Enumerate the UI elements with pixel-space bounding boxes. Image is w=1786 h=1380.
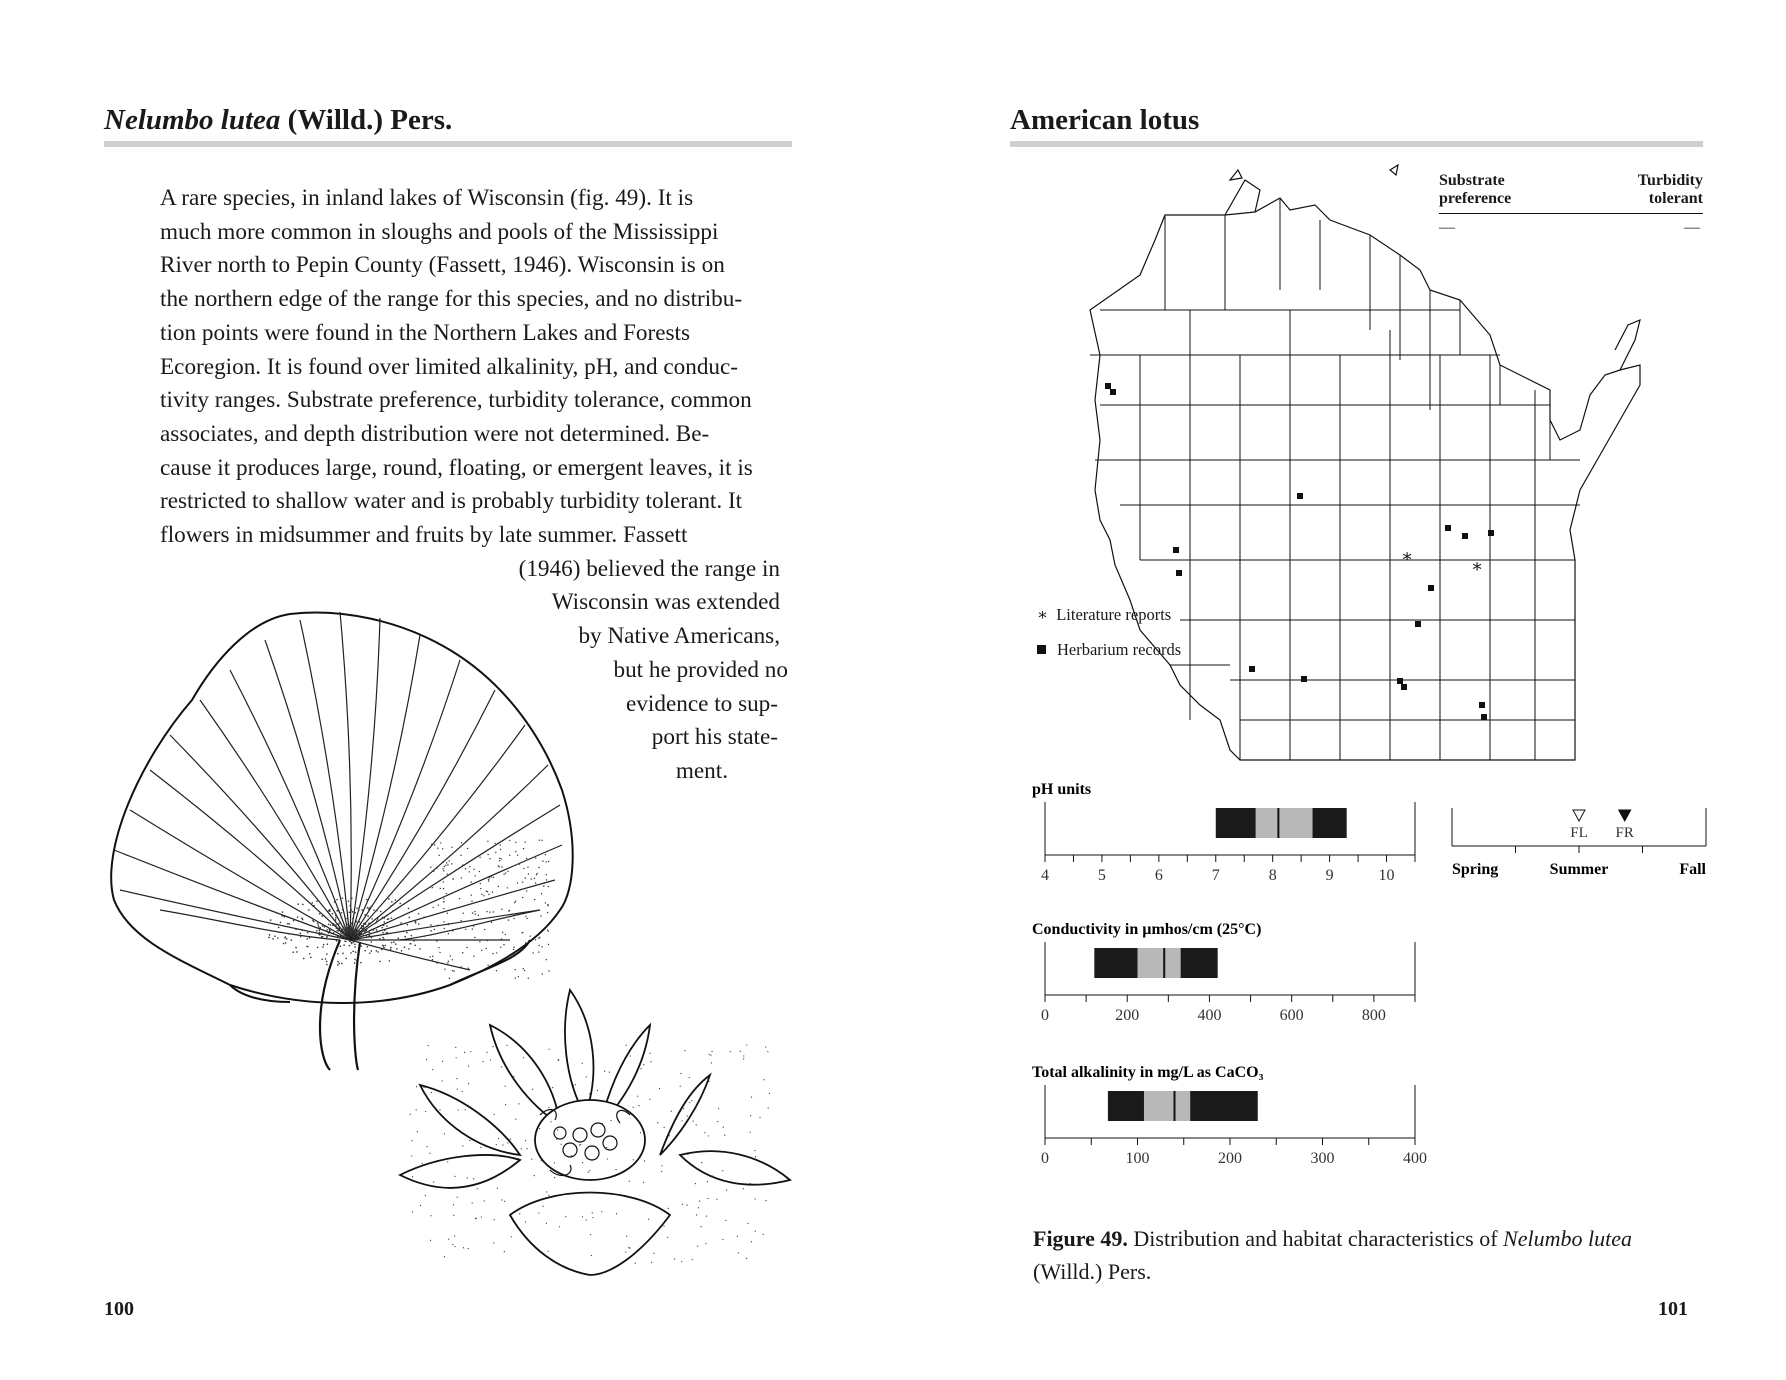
tick-label: 10 (1378, 867, 1395, 884)
turbidity-value: — (1684, 219, 1700, 236)
herbarium-point (1462, 533, 1468, 539)
right-title-rule (1010, 141, 1703, 147)
literature-point: ∗ (1401, 546, 1414, 566)
left-page-title (104, 104, 452, 137)
chart-title: Total alkalinity in mg/L as CaCO₃ (1032, 1064, 1264, 1081)
fruiting-triangle-icon (1619, 810, 1631, 821)
species-author: (Willd.) Pers. (280, 104, 453, 136)
door-peninsula (1615, 320, 1640, 370)
literature-point: ∗ (1471, 556, 1484, 576)
phenology-event-label: FL (1570, 825, 1588, 841)
tick-label: 200 (1115, 1007, 1140, 1024)
herbarium-point (1479, 702, 1485, 708)
herbarium-point (1415, 621, 1421, 627)
paragraph-line: port his state- (651, 724, 778, 751)
chart-title: Conductivity in µmhos/cm (25°C) (1032, 921, 1262, 938)
tick-label: 7 (1211, 867, 1220, 884)
left-page-number: 100 (104, 1298, 134, 1320)
paragraph-line: cause it produces large, round, floating, or emergent leaves, it is (160, 454, 753, 481)
turbidity-label: Turbidity tolerant (1637, 172, 1703, 207)
tick-label: 600 (1279, 1007, 1304, 1024)
herbarium-point (1301, 676, 1307, 682)
herbarium-point (1488, 530, 1494, 536)
paragraph-line: but he provided no (613, 656, 788, 683)
herbarium-point (1249, 666, 1255, 672)
lotus-flower-illustration (380, 985, 800, 1285)
paragraph-line: River north to Pepin County (Fassett, 1946). Wisconsin is on (160, 252, 725, 279)
tick-label: 800 (1361, 1007, 1386, 1024)
herbarium-point (1110, 389, 1116, 395)
tick-label: 5 (1097, 867, 1106, 884)
state-outline (1090, 198, 1640, 760)
phenology-event-label: FR (1615, 825, 1634, 841)
herbarium-point (1105, 383, 1111, 389)
alkalinity-chart (1030, 1063, 1427, 1173)
tick-label: 0 (1041, 1150, 1049, 1167)
paragraph-line: Wisconsin was extended (551, 589, 780, 616)
paragraph-line: tivity ranges. Substrate preference, turbidity tolerance, common (160, 387, 752, 414)
paragraph-line: ment. (675, 757, 728, 784)
range-bar-interquartile (1144, 1091, 1190, 1121)
paragraph-line: evidence to sup- (626, 690, 778, 717)
paragraph-line: flowers in midsummer and fruits by late summer. Fassett (160, 522, 688, 548)
figure-caption: Figure 49. Distribution and habitat characteristics of Nelumbo lutea (Willd.) Pers. (1033, 1226, 1632, 1284)
herbarium-point (1445, 525, 1451, 531)
paragraph-line: Ecoregion. It is found over limited alkalinity, pH, and conduc- (160, 353, 739, 380)
wisconsin-county-map (1080, 160, 1660, 765)
paragraph-line: restricted to shallow water and is probably turbidity tolerant. It (160, 488, 743, 515)
substrate-value: — (1439, 219, 1455, 236)
asterisk-icon: ∗ (1037, 605, 1049, 624)
phenology-chart (1450, 800, 1708, 880)
paragraph-line: A rare species, in inland lakes of Wisconsin (fig. 49). It is (160, 185, 694, 211)
tick-label: 8 (1268, 867, 1277, 884)
paragraph-line: by Native Americans, (578, 623, 780, 650)
tick-label: 400 (1197, 1007, 1222, 1024)
paragraph-line: the northern edge of the range for this species, and no distribu- (160, 286, 743, 313)
right-page-number: 101 (1658, 1298, 1688, 1320)
tick-label: 4 (1041, 867, 1049, 884)
herbarium-point (1428, 585, 1434, 591)
ph-chart (1030, 780, 1420, 890)
season-label: Fall (1679, 861, 1706, 878)
herbarium-point (1173, 547, 1179, 553)
season-label: Spring (1452, 861, 1499, 878)
tick-label: 100 (1125, 1150, 1150, 1167)
tick-label: 200 (1218, 1150, 1242, 1167)
paragraph-line: (1946) believed the range in (518, 555, 780, 582)
species-name: Nelumbo lutea (104, 104, 281, 136)
paragraph-line: associates, and depth distribution were not determined. Be- (160, 420, 710, 447)
chart-title: pH units (1032, 781, 1092, 798)
herbarium-point (1397, 678, 1403, 684)
tick-label: 300 (1310, 1150, 1335, 1167)
tick-label: 9 (1325, 867, 1334, 884)
tick-label: 400 (1403, 1150, 1427, 1167)
paragraph-line: much more common in sloughs and pools of the Mississippi (160, 218, 719, 245)
tick-label: 6 (1154, 867, 1163, 884)
left-title-rule (104, 141, 792, 147)
legend-herbarium: Herbarium records (1037, 640, 1181, 660)
herbarium-point (1401, 684, 1407, 690)
herbarium-point (1176, 570, 1182, 576)
bayfield-peninsula (1225, 180, 1260, 215)
range-bar-interquartile (1256, 808, 1313, 838)
legend-literature: ∗ Literature reports (1037, 605, 1172, 624)
tick-label: 0 (1041, 1007, 1049, 1024)
filled-square-icon (1037, 645, 1046, 654)
conductivity-chart (1030, 920, 1420, 1030)
substrate-label: Substrate preference (1439, 172, 1512, 207)
range-bar-interquartile (1138, 948, 1181, 978)
right-page-title: American lotus (1010, 104, 1200, 136)
herbarium-point (1481, 714, 1487, 720)
paragraph-line: tion points were found in the Northern Lakes and Forests (160, 319, 690, 346)
flowering-triangle-icon (1573, 810, 1585, 821)
herbarium-point (1297, 493, 1303, 499)
season-label: Summer (1549, 861, 1609, 878)
